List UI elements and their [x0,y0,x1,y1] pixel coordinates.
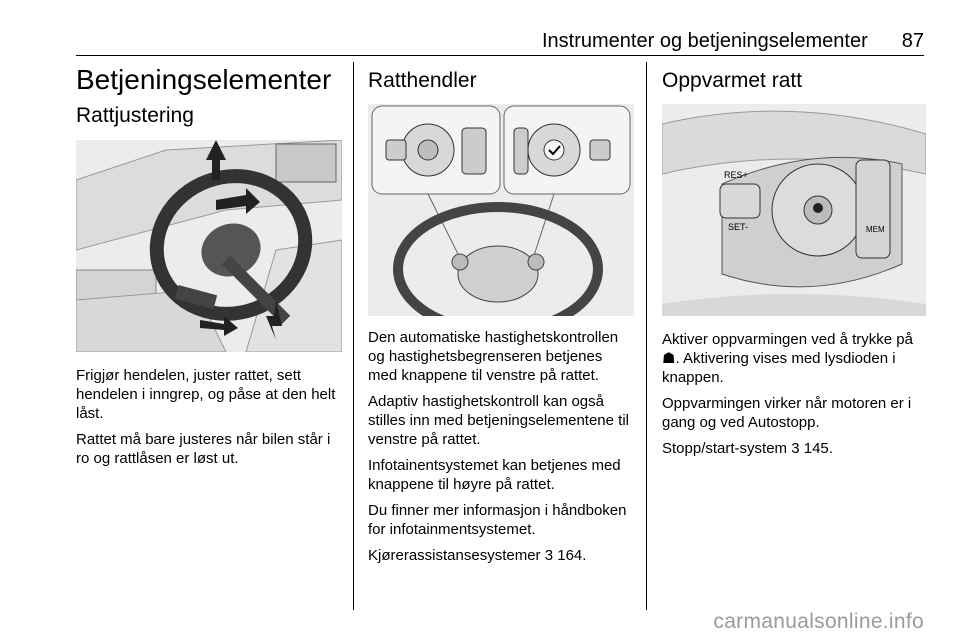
column-heated-wheel [662,62,926,465]
paragraph [662,330,926,387]
cross-reference [368,546,634,565]
p1-text-b: . Aktivering vises med lysdioden i knappen. [662,350,896,386]
watermark: carmanualsonline.info [713,610,924,633]
xref-text: Kjørerassistansesystemer [368,547,541,564]
paragraph: Rattet må bare justeres når bilen står i ro og rattlåsen er løst ut. [76,431,331,467]
paragraph: Oppvarmingen virker når motoren er i gang og ved Autostopp. [662,395,912,431]
paragraph: Du finner mer informasjon i håndboken for infotainmentsystemet. [368,502,627,538]
column-steering-controls [368,62,634,572]
column-divider-1 [353,62,354,610]
section-heading-oppvarmet-ratt: Oppvarmet ratt [662,69,803,92]
xref-arrow-icon: 3 [791,440,800,457]
column-steering-adjust [76,62,342,475]
xref-arrow-icon: 3 [544,547,554,564]
column-divider-2 [646,62,647,610]
cross-reference [662,439,926,458]
p1-text-a: Aktiver oppvarmingen ved å trykke på [662,331,913,348]
set-label: SET- [728,222,749,232]
xref-text: Stopp/start-system [662,440,788,457]
steering-adjust-illustration [76,140,342,352]
heated-wheel-icon: ☗ [662,350,676,367]
section-heading-ratthendler: Ratthendler [368,69,477,92]
xref-page: 145. [803,440,833,457]
page-number: 87 [901,29,924,52]
xref-page: 164. [557,547,587,564]
paragraph: Adaptiv hastighetskontroll kan også stilles inn med betjeningselementene til venstre på rattet. [368,393,629,448]
paragraph: Frigjør hendelen, juster rattet, sett hendelen i inngrep, og påse at den helt låst. [76,367,336,422]
paragraph: Den automatiske hastighetskontrollen og hastighetsbegrenseren betjenes med knappene til venstre på rattet. [368,329,619,384]
page-header [76,28,924,54]
header-rule [76,55,924,56]
res-label: RES+ [724,170,748,180]
paragraph: Infotainentsystemet kan betjenes med knappene til høyre på rattet. [368,457,621,493]
steering-wheel-controls-illustration [368,104,634,316]
section-title: Instrumenter og betjeningselementer [542,29,868,52]
chapter-title: Betjeningselementer [76,64,332,95]
mem-label: MEM [866,225,885,234]
section-heading-rattjustering: Rattjustering [76,104,194,127]
heated-wheel-button-illustration [662,104,926,316]
